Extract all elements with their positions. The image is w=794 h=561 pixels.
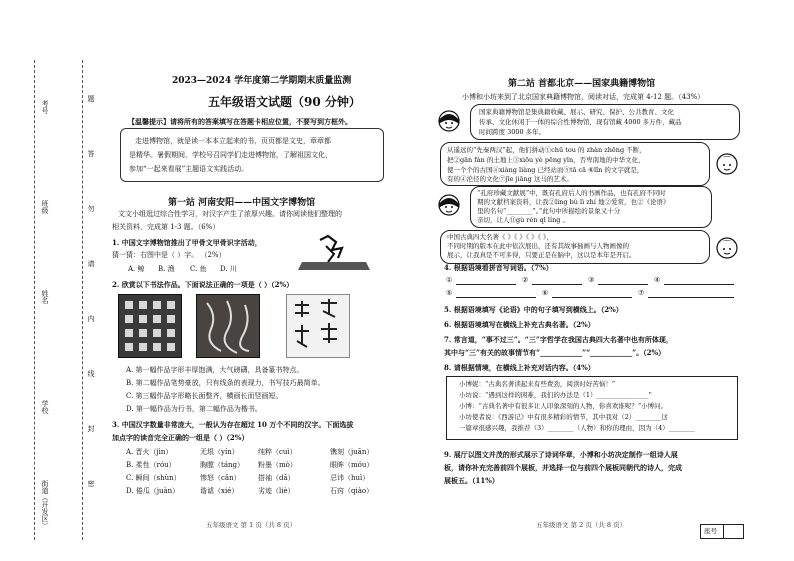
q7-text2: 其中与“三”有关的故事情节有“____________”“____________”。（2%）	[444, 348, 666, 357]
q6-text: 6. 根据语境填写在横线上补充古典名著。（2%）	[444, 320, 595, 329]
dialog-bubble-2	[440, 142, 710, 186]
q3-cell: 无垠（yín）	[200, 448, 239, 456]
intro-line: 相关资料，完成第 1-3 题。（6%）	[112, 223, 220, 231]
oracle-glyph-image	[298, 234, 370, 274]
label-jiedao: 街道（开发区）	[41, 480, 49, 529]
bubble-line: “孔府珍藏文献展”中，既有孔府后人的书画作品，也有孔府不同时	[477, 189, 666, 197]
station2-title: 第二站 首都北京——国家典籍博物馆	[508, 79, 656, 89]
q3-text2: 加点字的读音完全正确的一组是（ ）（2%）	[112, 433, 249, 442]
bubble-line: 时间跨度 3000 多年。	[479, 128, 546, 136]
q3-cell: 纯粹（cuì）	[258, 448, 297, 456]
q4-num: ⑦	[638, 289, 645, 297]
bubble-line: 从遥远的“先秦两汉”起，他们拼动①chū tou 的 zhàn zhēng 不断，	[447, 146, 646, 154]
seal-char: 答	[87, 150, 95, 157]
q1-text2: 猜一猜：右图中是（ ）字。 （2%）	[112, 251, 226, 259]
bubble-line: 使一个个的古国④xiàng liàng 已经站而⑤tā cā ⑥lǐn 的文字就是，	[447, 166, 644, 174]
boy-avatar	[714, 150, 740, 176]
q8-text: 8. 请根据情境，在横线上补充对话内容。（4%）	[444, 363, 595, 372]
label-xingming: 姓名	[41, 290, 49, 304]
q1-option: C. 鱼	[190, 265, 207, 273]
q2-option: B. 第二幅作品笔势豪放，只有线条的表现力，书写技巧最简单。	[126, 379, 325, 387]
q9-text3: 展板五。（11%）	[444, 476, 499, 485]
q2-option: A. 第一幅作品字形丰厚饱满，大气磅礴，具备篆书特点。	[126, 366, 304, 374]
q4-blank[interactable]	[598, 284, 648, 285]
bubble-line: 不同时期的版本在此中依次展出，还有其故事插画与人物画像的	[447, 242, 629, 250]
q3-cell: 粉墨（mò）	[258, 461, 297, 469]
q4-num: ②	[522, 276, 529, 284]
calligraphy-image-1	[118, 294, 182, 358]
scroll-line: 是精华。暑假期间，学校号召同学们走进博物馆，了解祖国文化，	[129, 151, 332, 159]
q4-blank[interactable]	[456, 297, 536, 298]
scroll-line: 走进博物馆，就是读一本本立起来的书，页页都是文史，章章都	[135, 137, 331, 145]
q3-cell: 眼眸（móu）	[330, 461, 374, 469]
seal-char: 内	[87, 315, 95, 322]
boy-avatar-2	[714, 234, 740, 260]
q3-text: 3. 中国汉字数量非常庞大，一般认为存在超过 10 万个不同的汉字。下面选拔	[112, 420, 354, 429]
q4-blank[interactable]	[664, 284, 734, 285]
bubble-line: 期的文献档案资料，让我②ling bù lì zhí 地②爱赏，也②《论语》	[477, 198, 670, 206]
q4-blank[interactable]	[552, 297, 632, 298]
bubble-line: 传承、文化休闲于一体的综合性博物馆，现有馆藏 4000 多万件，藏品	[479, 118, 682, 126]
q5-text: 5. 根据语境填写《论语》中的句子填写到横线上。（2%）	[444, 305, 623, 314]
seal-char: 勿	[87, 205, 95, 212]
dialog-bubble-1	[470, 104, 740, 140]
q3-cell: B. 柔性（róu）	[126, 461, 176, 469]
seal-char: 请	[87, 260, 95, 267]
q1-option: A. 鲸	[128, 265, 145, 273]
bubble-line: 国家典籍博物馆是集典籍收藏、展示、研究、保护、公共教育、文化	[479, 108, 674, 116]
calligraphy-image-3	[286, 294, 350, 358]
dialog-bubble-3	[470, 186, 712, 228]
dialog-line: 一篇章很感兴趣，我推荐（3）________（人物）和你的理由，因为（4）________	[459, 424, 695, 432]
q4-blank[interactable]	[648, 297, 734, 298]
q4-num: ④	[654, 276, 661, 284]
bubble-line: 把②gān fàn 的土地上③xiōu yè pēng yīn，否卑南地的中华文化，	[447, 156, 645, 164]
q3-cell: 忌讳（huì）	[330, 474, 370, 482]
q9-text: 9. 展厅以图文并茂的形式展示了诗词华章，小博和小坊决定制作一组诗人展	[444, 450, 678, 459]
girl-avatar	[436, 108, 462, 134]
q2-option: D. 第一幅作品为行书，第二幅作品为楷书。	[126, 405, 262, 413]
dialog-line: 小博妮：“古典名著读起来有些费劲，阅读时好苦恼！”	[459, 380, 616, 388]
calligraphy-image-2	[196, 294, 260, 358]
dialog-line: 小博：“古典名著中有很多让人印象深刻的人物，你喜欢谁呢？”小博问。	[459, 402, 668, 410]
exam-header: 2023—2024 学年度第二学期期末质量监测	[172, 76, 352, 86]
q2-text: 2. 欣赏以下书法作品。下面说法正确的一项是（ ）（2%）	[112, 280, 294, 289]
label-banji: 班级	[41, 200, 49, 214]
q9-text2: 板，请你补充完善前四个展板，并选择一位与前四个展板同朝代的诗人，完成	[444, 463, 682, 472]
label-kaohao: 考号	[41, 100, 49, 114]
q3-cell: C. 瞬间（shùn）	[126, 474, 181, 482]
q4-num: ③	[588, 276, 595, 284]
q1-option: D. 川	[220, 265, 237, 273]
seal-char: 封	[87, 425, 95, 432]
bubble-line: 亲切，让人⑪gù rén ql líng 。	[477, 216, 569, 224]
seat-number-box[interactable]	[700, 524, 744, 539]
q4-blank[interactable]	[456, 284, 516, 285]
dialog-line: 小坊说：“遇到这样的困难，我们的办法是（1）________________”	[459, 391, 652, 399]
seal-char: 线	[87, 370, 95, 377]
q3-cell: A. 晋火（jìn）	[126, 448, 173, 456]
q4-text: 4. 根据语境看拼音写词语。（7%）	[444, 263, 553, 272]
dialog-bubble-4	[440, 230, 710, 264]
station1-title: 第一站 河南安阳——中国文字博物馆	[168, 198, 316, 208]
seal-char: 密	[87, 480, 95, 487]
intro-scroll	[120, 128, 384, 182]
page-footer-left: 五年级语文 第 1 页（共 8 页）	[206, 521, 297, 529]
q2-option: C. 第三幅作品字形略长面整齐，横画长而竖画短。	[126, 392, 283, 400]
bubble-line: 展示，让我真是不可多得，只要正是在脑中，这以是本年是开启。	[447, 251, 636, 259]
q4-blank[interactable]	[532, 284, 582, 285]
q4-num: ⑥	[542, 289, 549, 297]
q1-option: B. 渔	[158, 265, 175, 273]
girl-avatar-2	[436, 192, 462, 218]
bubble-line: 有的④沦径的文化⑦jīe jiāng 这马的艺术。	[447, 175, 573, 183]
scroll-line: 参加“一起来看展”主题语文实践活动。	[129, 165, 249, 173]
q3-cell: 胸膛（táng）	[200, 461, 244, 469]
q3-cell: 搭袖（dā）	[258, 474, 295, 482]
q3-cell: 惨怒（cǎn）	[200, 474, 241, 482]
q3-cell: 石窍（qiào）	[330, 487, 374, 495]
page-footer-right: 五年级语文 第 2 页（共 8 页）	[536, 521, 627, 529]
q3-cell: 劣迹（liè）	[258, 487, 295, 495]
label-xuexiao: 学校	[41, 400, 49, 414]
q4-num: ①	[446, 276, 453, 284]
bubble-line: 里的名句“________”。”此句中所描绘的景象又十分	[477, 207, 621, 215]
dialog-box	[446, 376, 738, 440]
q4-num: ⑤	[446, 289, 453, 297]
q1-text: 1. 中国文字博物馆推出了甲骨文甲骨识字活动，	[112, 238, 262, 247]
dialog-line: 小坊使者说：《西游记》中有很多精彩的情节，其中我对（2）________这	[459, 413, 668, 421]
tip: 【温馨提示】请将所有的答案填写在答题卡相应位置，不要写到方框外。	[128, 117, 352, 126]
q3-cell: 镌刻（juān）	[330, 448, 374, 456]
station2-intro: 小博和小坊来到了北京国家典籍博物馆，阅读对话，完成第 4-12 题。（43%）	[462, 93, 705, 101]
q3-cell: D. 倦瓜（juàn）	[126, 487, 180, 495]
q7-text: 7. 常言道，“事不过三”。“三”字哲学在我国古典四大名著中也有所体现，	[444, 335, 673, 344]
seal-char: 题	[87, 95, 95, 102]
q3-cell: 谐谑（xié）	[200, 487, 239, 495]
seat-number-label: 座号	[704, 527, 717, 535]
bubble-line: 中国古典四大名著《 》《 》《 》《 》，	[447, 233, 553, 241]
intro-line: 文文小组逛过综合性学习，对汉字产生了浓厚兴趣。请你阅读他们整理的	[118, 210, 342, 218]
seat-number-divider	[723, 525, 724, 538]
exam-title: 五年级语文试题（90 分钟）	[208, 95, 361, 109]
